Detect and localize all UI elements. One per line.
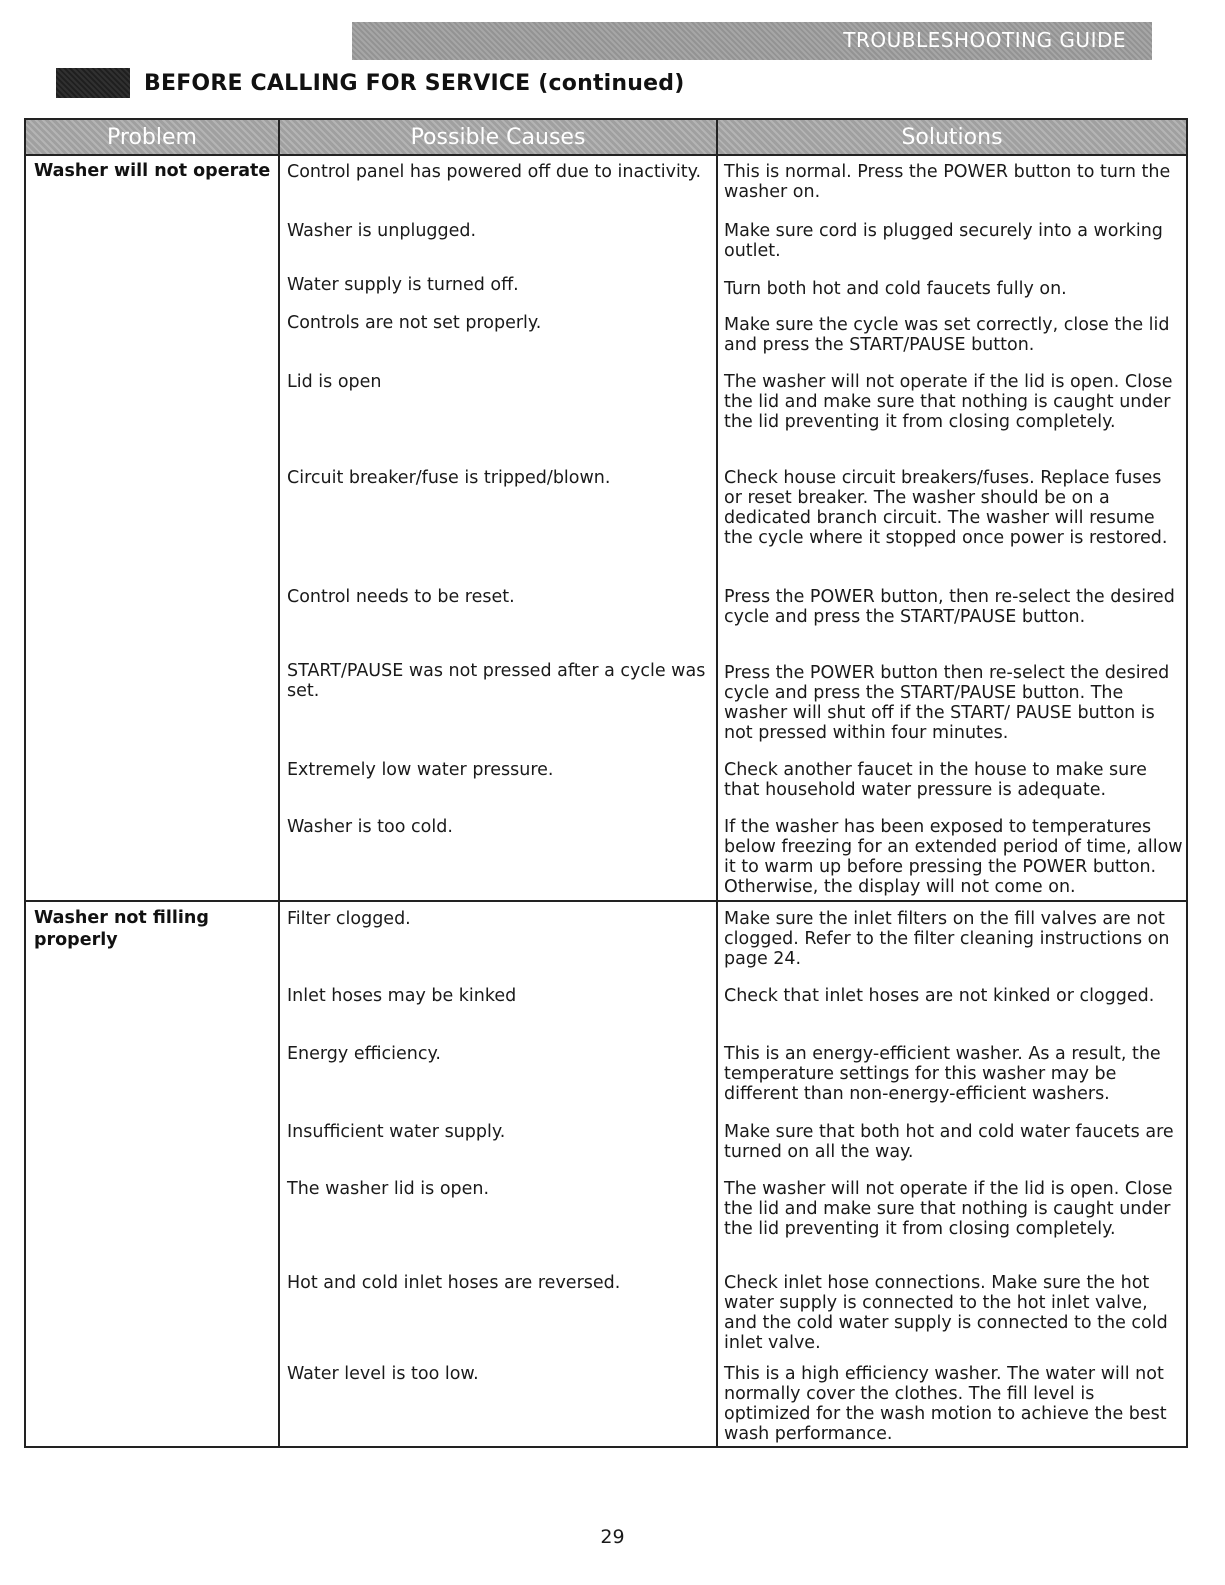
banner-title: TROUBLESHOOTING GUIDE [843,28,1126,52]
solution-text: The washer will not operate if the lid is open. Close the lid and make sure that nothing is caught under the lid preventing it from closing completely. [724,372,1173,432]
solution-text: Check inlet hose connections. Make sure the hot water supply is connected to the hot inlet valve, and the cold water supply is connected to the cold inlet valve. [724,1273,1168,1353]
solution-text: This is normal. Press the POWER button to turn the washer on. [724,162,1171,202]
header-problem: Problem [26,120,278,154]
cause-text: Extremely low water pressure. [287,760,554,780]
troubleshooting-table [24,118,1188,1448]
solution-text: Press the POWER button then re-select the desired cycle and press the START/PAUSE button. The washer will shut off if the START/ PAUSE button is not pressed within four minutes. [724,663,1170,743]
group-rule [26,900,1186,902]
solution-text: Check another faucet in the house to make sure that household water pressure is adequate. [724,760,1147,800]
cause-text: Inlet hoses may be kinked [287,986,517,1006]
cause-text: Washer is too cold. [287,817,453,837]
section-banner [352,22,1152,60]
section-title: BEFORE CALLING FOR SERVICE (continued) [144,70,685,96]
header-rule [26,154,1186,156]
section-heading [56,66,684,100]
solution-text: Make sure cord is plugged securely into a working outlet. [724,221,1163,261]
cause-text: Hot and cold inlet hoses are reversed. [287,1273,621,1293]
cause-text: Control needs to be reset. [287,587,515,607]
header-causes: Possible Causes [280,120,716,154]
solution-text: Check that inlet hoses are not kinked or clogged. [724,986,1155,1006]
column-divider [278,120,280,1446]
problem-label: Washer will not operate [34,161,271,181]
section-marker-block [56,68,130,98]
cause-text: Controls are not set properly. [287,313,542,333]
solution-text: This is a high efficiency washer. The water will not normally cover the clothes. The fill level is optimized for the wash motion to achieve the best wash performance. [724,1364,1167,1444]
problem-label: Washer not filling properly [34,908,209,950]
solution-text: This is an energy-efficient washer. As a result, the temperature settings for this washer may be different than non-energy-efficient washers. [724,1044,1161,1104]
header-solutions: Solutions [718,120,1186,154]
solution-text: Check house circuit breakers/fuses. Replace fuses or reset breaker. The washer should be on a dedicated branch circuit. The washer will resume the cycle where it stopped once power is restored. [724,468,1168,548]
cause-text: START/PAUSE was not pressed after a cycle was set. [287,661,706,701]
solution-text: The washer will not operate if the lid is open. Close the lid and make sure that nothing is caught under the lid preventing it from closing completely. [724,1179,1173,1239]
cause-text: Washer is unplugged. [287,221,477,241]
cause-text: Water supply is turned off. [287,275,519,295]
cause-text: Lid is open [287,372,382,392]
cause-text: Filter clogged. [287,909,411,929]
cause-text: Circuit breaker/fuse is tripped/blown. [287,468,611,488]
cause-text: Insufficient water supply. [287,1122,506,1142]
solution-text: Make sure that both hot and cold water faucets are turned on all the way. [724,1122,1174,1162]
cause-text: The washer lid is open. [287,1179,490,1199]
solution-text: Turn both hot and cold faucets fully on. [724,279,1067,299]
solution-text: Make sure the cycle was set correctly, close the lid and press the START/PAUSE button. [724,315,1170,355]
solution-text: Press the POWER button, then re-select the desired cycle and press the START/PAUSE button. [724,587,1175,627]
page-number: 29 [600,1526,625,1548]
solution-text: Make sure the inlet filters on the fill valves are not clogged. Refer to the filter cleaning instructions on page 24. [724,909,1170,969]
cause-text: Water level is too low. [287,1364,479,1384]
solution-text: If the washer has been exposed to temperatures below freezing for an extended period of time, allow it to warm up before pressing the POWER button. Otherwise, the display will not come on. [724,817,1183,897]
cause-text: Control panel has powered off due to inactivity. [287,162,702,182]
cause-text: Energy efficiency. [287,1044,441,1064]
